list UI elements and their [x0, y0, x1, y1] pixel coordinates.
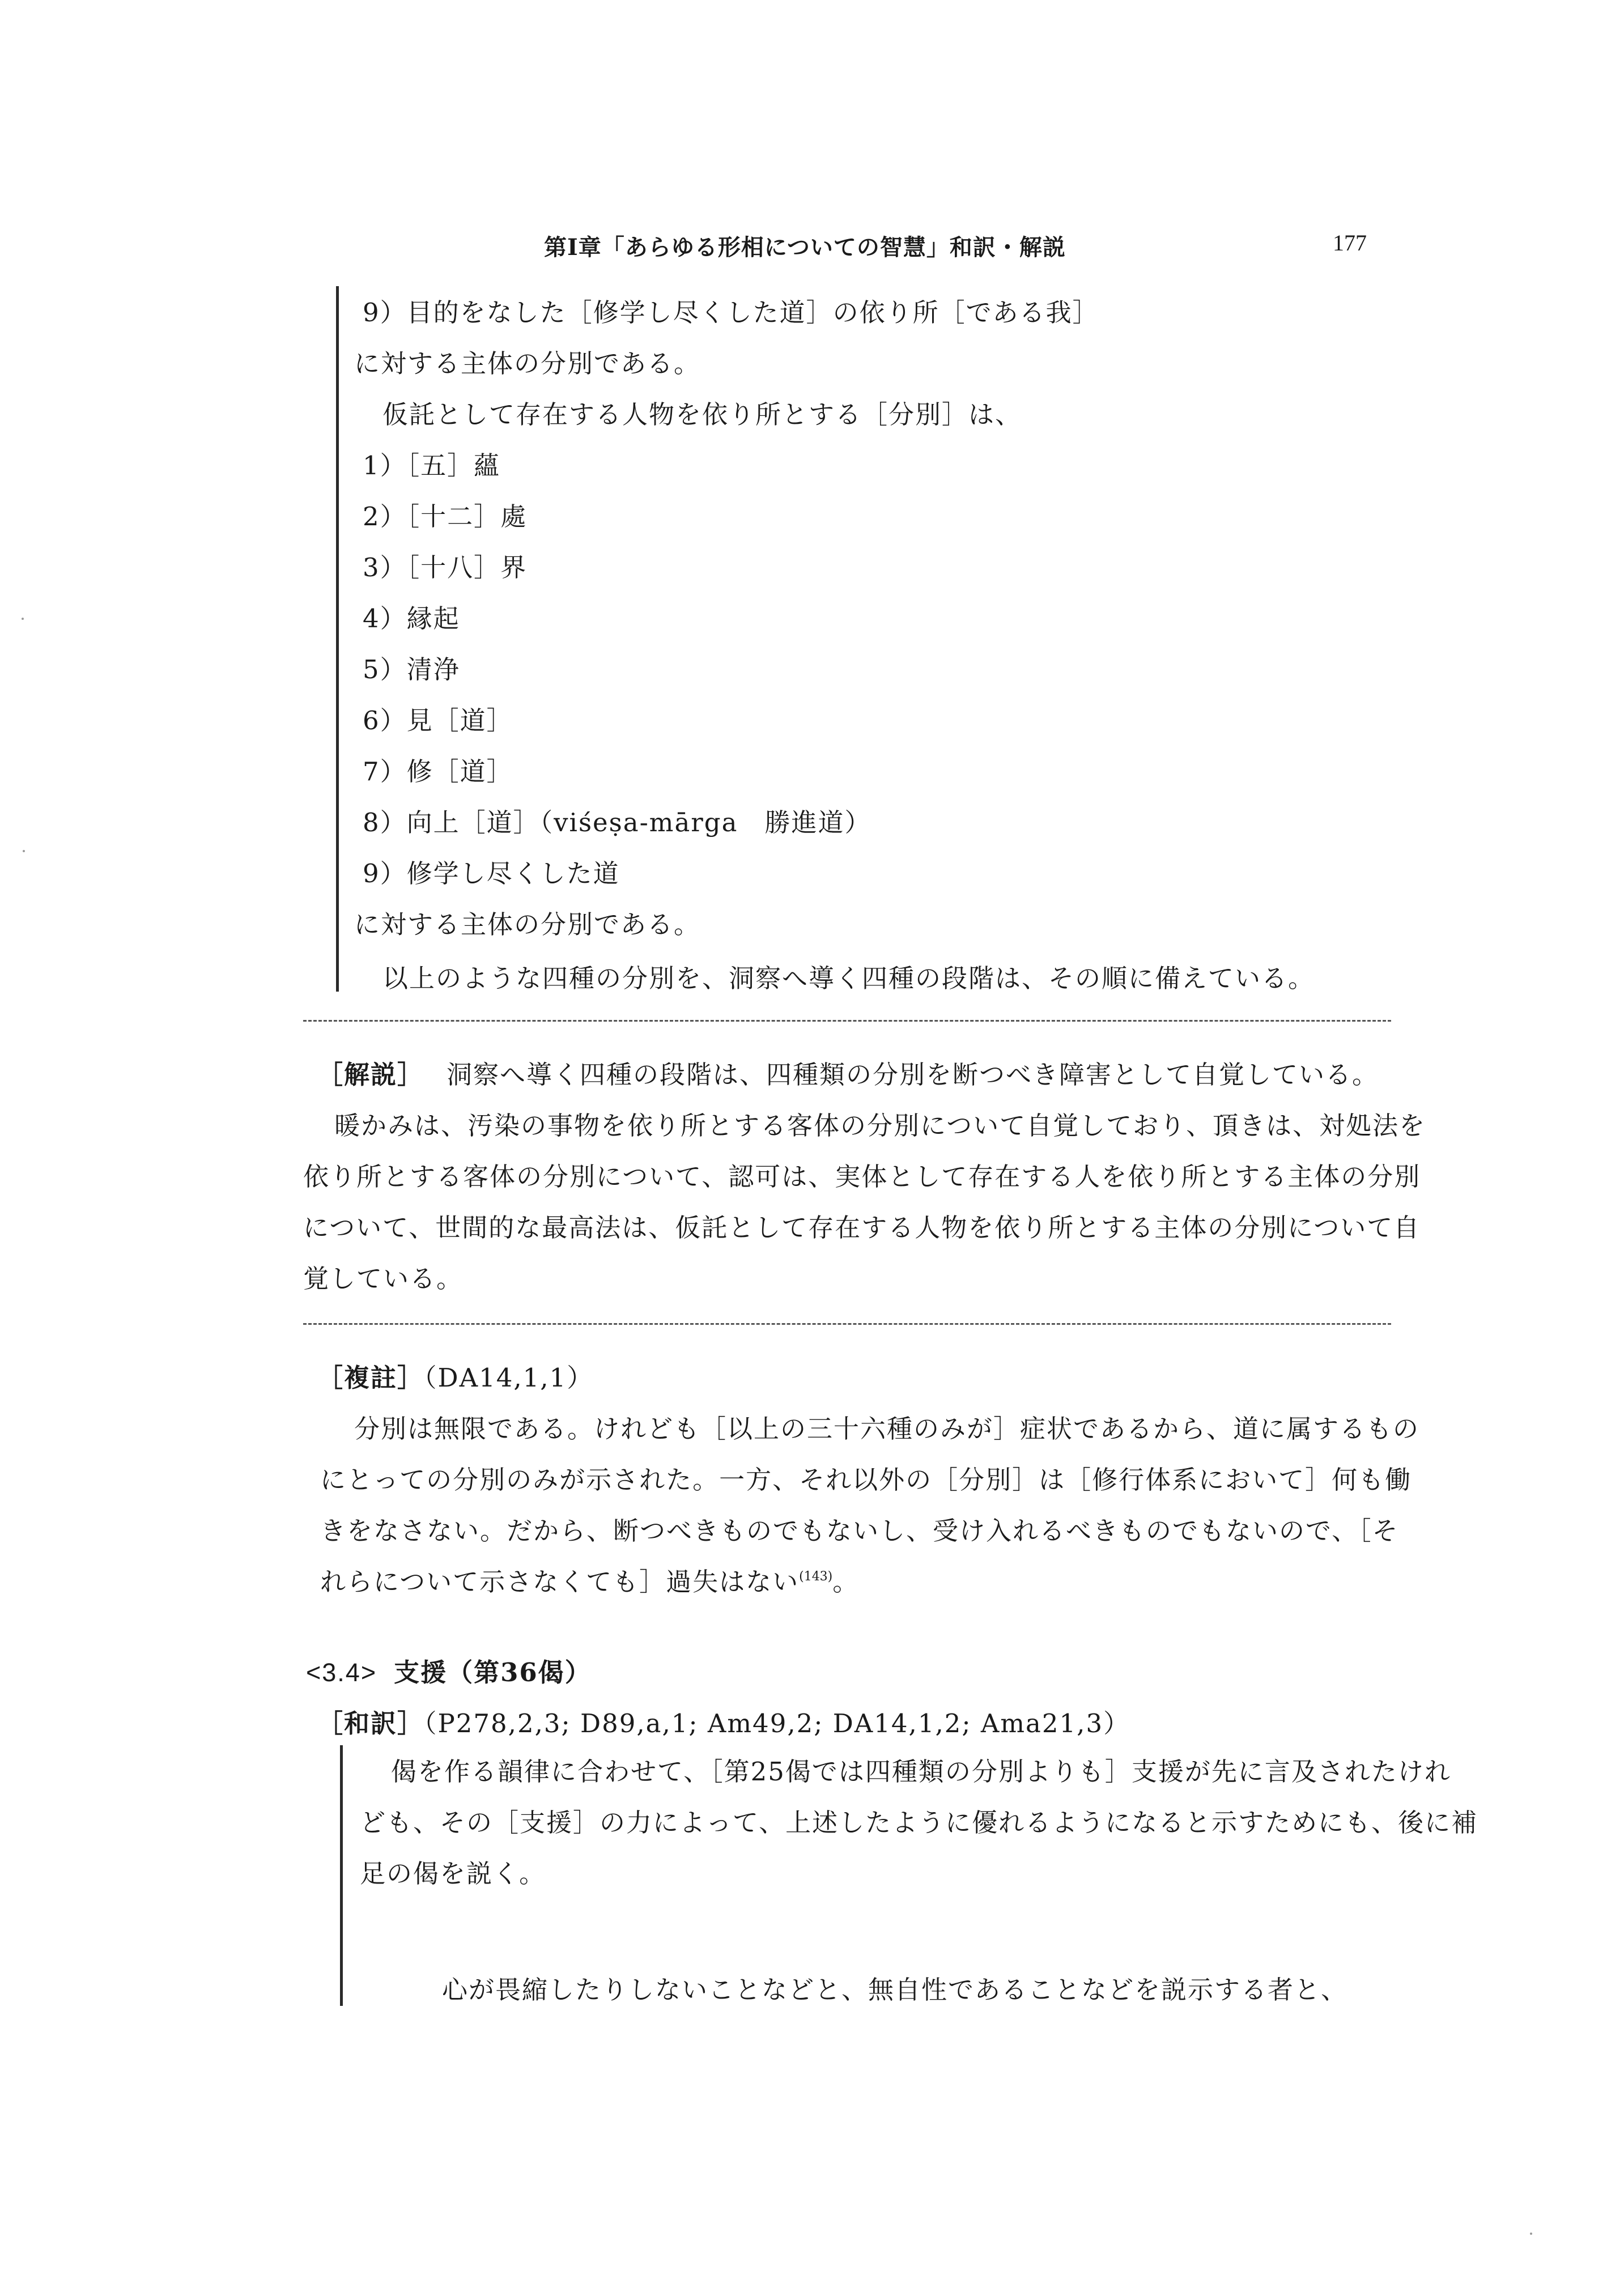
quote-margin-bar	[340, 1745, 343, 2006]
list-item: 5）清浄	[363, 654, 460, 684]
page-number: 177	[1333, 230, 1367, 256]
list-item: 7）修［道］	[363, 756, 513, 786]
dashed-divider	[303, 1020, 1391, 1022]
text-line: 9）目的をなした［修学し尽くした道］の依り所［である我］	[363, 297, 1099, 328]
list-item: 1）［五］蘊	[363, 450, 501, 481]
section-title: 支援（第36偈）	[394, 1657, 592, 1687]
text-line: について、世間的な最高法は、仮託として存在する人物を依り所とする主体の分別について自	[303, 1213, 1421, 1243]
text-line: 足の偈を説く。	[360, 1859, 546, 1889]
section-heading	[306, 1652, 592, 1689]
text-line-last	[320, 1561, 859, 1598]
text-line: 覚している。	[303, 1264, 464, 1294]
text-line: に対する主体の分別である。	[354, 348, 701, 379]
text-line: きをなさない。だから、断つべきものでもないし、受け入れるべきものでもないので、［そ	[320, 1516, 1399, 1546]
text-line: 洞察へ導く四種の段階は、四種類の分別を断つべき障害として自覚している。	[447, 1060, 1379, 1090]
text-line: 仮託として存在する人物を依り所とする［分別］は、	[382, 399, 1022, 430]
list-item: 9）修学し尽くした道	[363, 858, 620, 888]
list-item: 4）縁起	[363, 603, 460, 633]
scan-speck	[1530, 2233, 1532, 2235]
text-line: に対する主体の分別である。	[354, 909, 701, 939]
section-number: <3.4>	[306, 1658, 377, 1687]
translation-label: ［和訳］	[317, 1708, 424, 1738]
verse-line: 心が畏縮したりしないことなどと、無自性であることなどを説示する者と、	[442, 1975, 1348, 2005]
footnote-marker: (143)	[799, 1570, 833, 1584]
end-punct: 。	[832, 1567, 860, 1597]
list-item: 3）［十八］界	[363, 552, 528, 582]
commentary-first-line	[317, 1054, 1379, 1091]
commentary-label: ［解説］	[317, 1060, 424, 1090]
text-line: れらについて示さなくても］過失はない	[320, 1567, 800, 1597]
text-line: 暖かみは、汚染の事物を依り所とする客体の分別について自覚しており、頂きは、対処法を	[334, 1111, 1426, 1141]
list-item: 6）見［道］	[363, 705, 513, 735]
scan-speck	[23, 850, 25, 852]
text-line: ども、その［支援］の力によって、上述したように優れるようになると示すためにも、後に補	[360, 1808, 1478, 1838]
translation-heading	[317, 1703, 1130, 1740]
subcommentary-ref: （DA14,1,1）	[424, 1363, 594, 1393]
text-line: 依り所とする客体の分別について、認可は、実体として存在する人を依り所とする主体の分別	[303, 1162, 1421, 1192]
text-line: にとっての分別のみが示された。一方、それ以外の［分別］は［修行体系において］何も働	[320, 1465, 1412, 1495]
subcommentary-label: ［複註］	[317, 1363, 424, 1393]
subcommentary-heading	[317, 1357, 593, 1394]
text-line: 偈を作る韻律に合わせて、［第25偈では四種類の分別よりも］支援が先に言及されたけれ	[391, 1757, 1451, 1787]
text-line: 以上のような四種の分別を、洞察へ導く四種の段階は、その順に備えている。	[382, 963, 1315, 993]
text-line: 分別は無限である。けれども［以上の三十六種のみが］症状であるから、道に属するもの	[354, 1414, 1420, 1444]
scan-speck	[22, 618, 24, 620]
list-item: 8）向上［道］（viśeṣa-mārga 勝進道）	[363, 807, 871, 837]
dashed-divider	[303, 1323, 1391, 1325]
list-item: 2）［十二］處	[363, 501, 528, 532]
quote-margin-bar	[336, 286, 339, 992]
translation-refs: （P278,2,3; D89,a,1; Am49,2; DA14,1,2; Ama21,3）	[424, 1708, 1130, 1738]
running-header: 第Ⅰ章「あらゆる形相についての智慧」和訳・解説	[544, 234, 1066, 261]
